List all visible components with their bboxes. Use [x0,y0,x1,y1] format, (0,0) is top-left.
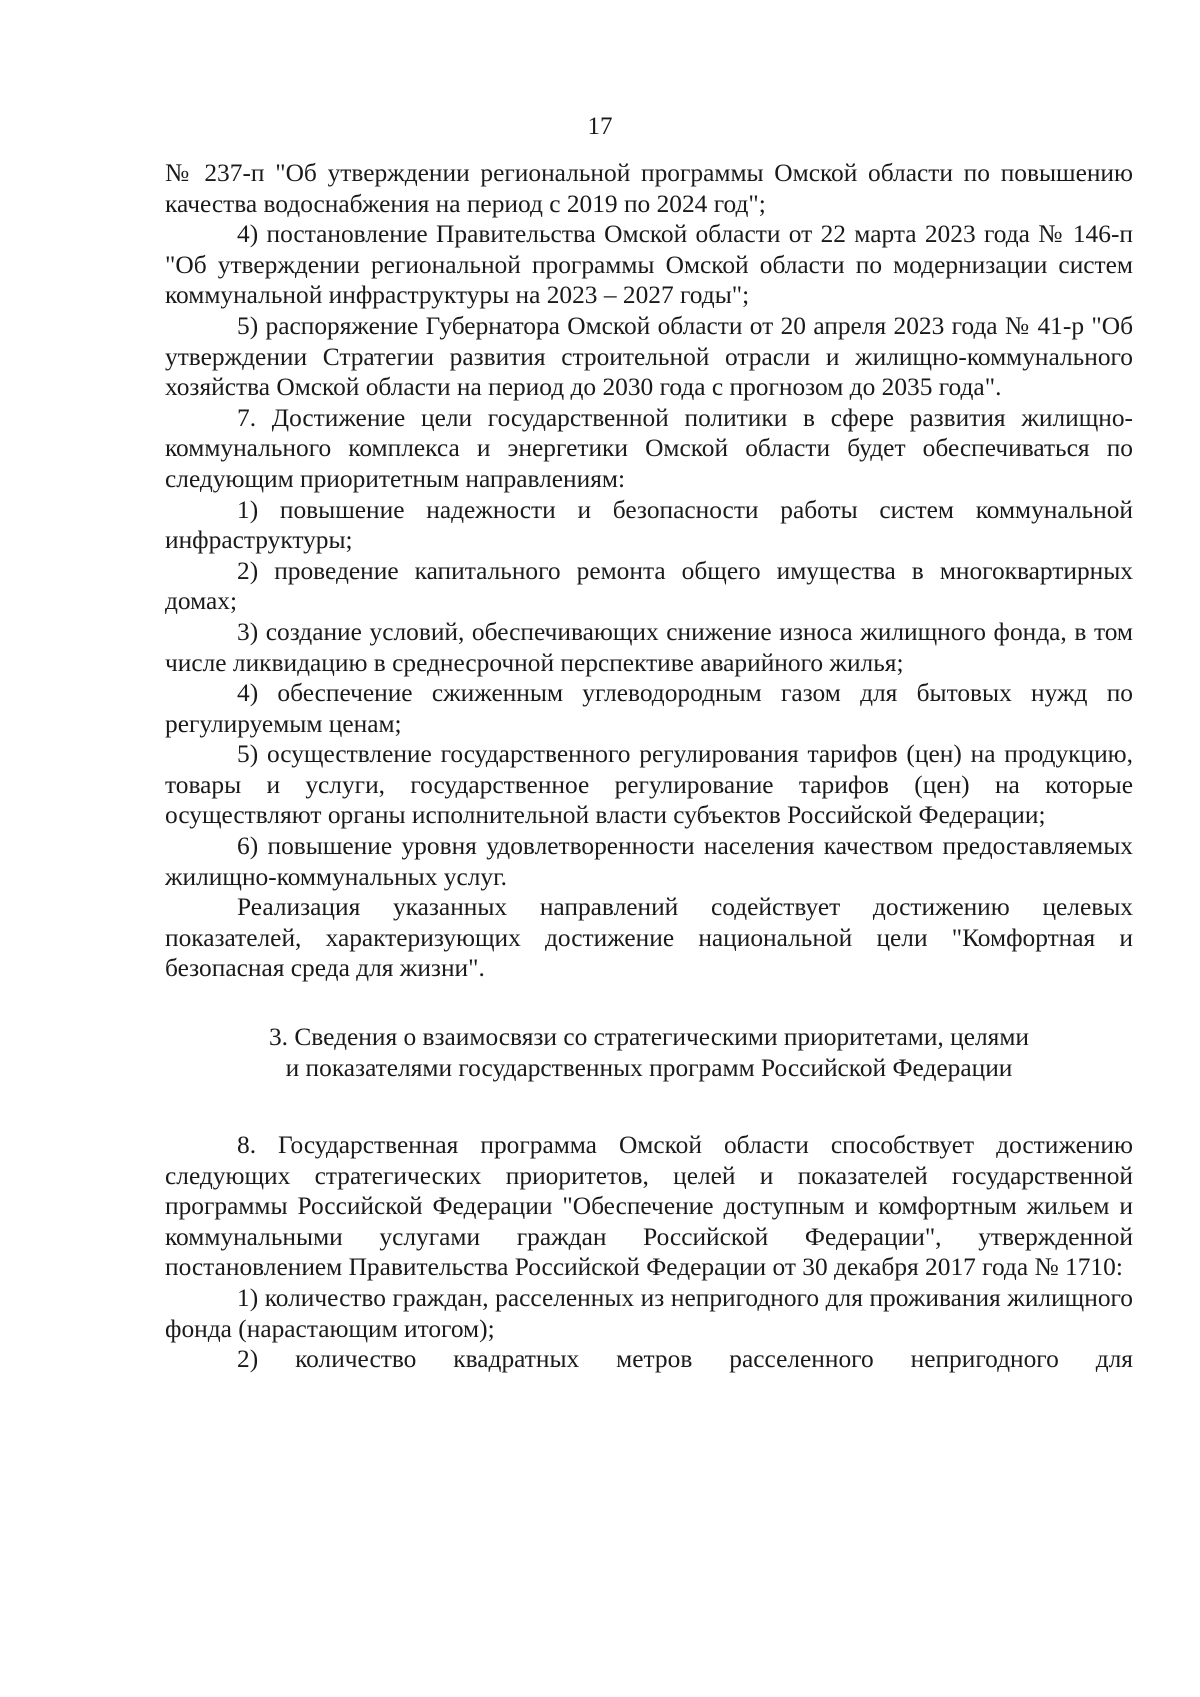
priority-item-3: 3) создание условий, обеспечивающих снижение износа жилищного фонда, в том числе ликвидацию в среднесрочной перспективе аварийного жилья; [165,617,1133,677]
priority-item-2: 2) проведение капитального ремонта общего имущества в многоквартирных домах; [165,556,1133,616]
page-number: 17 [587,113,613,140]
paragraph-summary: Реализация указанных направлений содействует достижению целевых показателей, характеризующих достижение национальной цели "Комфортная и безопасная среда для жизни". [165,893,1133,983]
section-heading-line-2: и показателями государственных программ Российской Федерации [285,1054,1013,1083]
paragraph-8: 8. Государственная программа Омской области способствует достижению следующих стратегических приоритетов, целей и показателей государственной программы Российской Федерации "Обеспечение доступным и комфортным жильем и коммунальными услугами граждан Российской Федерации", утвержденной постановлением Правительства Российской Федерации от 30 декабря 2017 года № 1710: [165,1131,1133,1282]
document-body [165,158,1133,1375]
indicator-item-1: 1) количество граждан, расселенных из непригодного для проживания жилищного фонда (нарастающим итогом); [165,1284,1133,1343]
section-heading [165,1022,1133,1084]
priority-item-6: 6) повышение уровня удовлетворенности населения качеством предоставляемых жилищно-коммунальных услуг. [165,832,1133,891]
paragraph-item-5: 5) распоряжение Губернатора Омской области от 20 апреля 2023 года № 41-р "Об утверждении Стратегии развития строительной отрасли и жилищно-коммунального хозяйства Омской области на период до 2030 года с прогнозом до 2035 года". [165,311,1133,402]
priority-item-4: 4) обеспечение сжиженным углеводородным газом для бытовых нужд по регулируемым ценам; [165,679,1133,738]
paragraph-7: 7. Достижение цели государственной политики в сфере развития жилищно-коммунального комплекса и энергетики Омской области будет обеспечиваться по следующим приоритетным направлениям: [165,403,1133,493]
section-heading-line-1: 3. Сведения о взаимосвязи со стратегическими приоритетами, целями [268,1023,1029,1052]
priority-item-1: 1) повышение надежности и безопасности работы систем коммунальной инфраструктуры; [165,495,1133,555]
paragraph-item-4: 4) постановление Правительства Омской области от 22 марта 2023 года № 146-п "Об утверждении региональной программы Омской области по модернизации систем коммунальной инфраструктуры на 2023 – 2027 годы"; [165,220,1133,310]
priority-item-5: 5) осуществление государственного регулирования тарифов (цен) на продукцию, товары и услуги, государственное регулирование тарифов (цен) на которые осуществляют органы исполнительной власти субъектов Российской Федерации; [165,740,1133,830]
paragraph-continuation: № 237-п "Об утверждении региональной программы Омской области по повышению качества водоснабжения на период с 2019 по 2024 год"; [165,159,1133,218]
indicator-item-2: 2) количество квадратных метров расселенного непригодного для [237,1345,1133,1374]
